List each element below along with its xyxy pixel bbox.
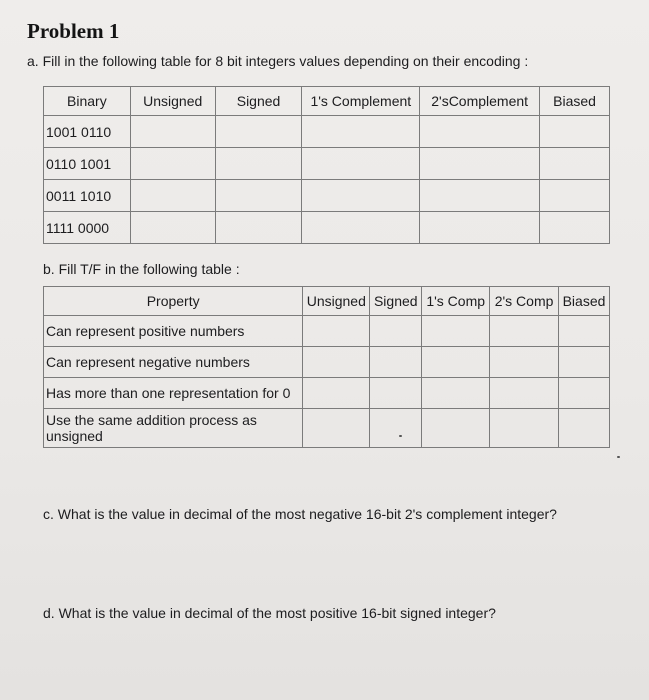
answer-cell[interactable] xyxy=(540,180,610,212)
problem-title: Problem 1 xyxy=(27,19,120,43)
answer-cell[interactable] xyxy=(420,116,540,148)
answer-cell[interactable] xyxy=(422,378,490,409)
col-binary: Binary xyxy=(44,87,131,116)
answer-cell[interactable] xyxy=(420,180,540,212)
table-row xyxy=(44,180,610,212)
col-twos-complement: 2'sComplement xyxy=(420,87,540,116)
table-row xyxy=(44,347,610,378)
answer-cell[interactable] xyxy=(370,347,422,378)
answer-cell[interactable] xyxy=(303,316,370,347)
answer-cell[interactable] xyxy=(303,347,370,378)
table-row xyxy=(44,148,610,180)
binary-value: 1111 0000 xyxy=(44,212,131,244)
answer-cell[interactable] xyxy=(420,148,540,180)
answer-cell[interactable] xyxy=(302,148,420,180)
table-row xyxy=(44,316,610,347)
answer-cell[interactable] xyxy=(540,116,610,148)
answer-cell[interactable] xyxy=(130,212,215,244)
encoding-table-header xyxy=(44,87,610,116)
col-twos-comp: 2's Comp xyxy=(490,287,559,316)
answer-cell[interactable] xyxy=(303,378,370,409)
answer-cell[interactable] xyxy=(370,316,422,347)
binary-value: 0110 1001 xyxy=(44,148,131,180)
part-b-prompt: b. Fill T/F in the following table : xyxy=(43,261,240,277)
answer-cell[interactable] xyxy=(215,212,302,244)
answer-cell[interactable] xyxy=(422,409,490,448)
answer-cell[interactable] xyxy=(490,316,559,347)
col-biased: Biased xyxy=(540,87,610,116)
property-label: Can represent positive numbers xyxy=(44,316,303,347)
part-a-prompt: a. Fill in the following table for 8 bit integers values depending on their encoding : xyxy=(27,53,529,69)
answer-cell[interactable] xyxy=(422,316,490,347)
answer-cell[interactable] xyxy=(303,409,370,448)
answer-cell[interactable] xyxy=(559,347,610,378)
table-row xyxy=(44,378,610,409)
answer-cell[interactable] xyxy=(540,148,610,180)
answer-cell[interactable] xyxy=(559,378,610,409)
col-unsigned: Unsigned xyxy=(303,287,370,316)
col-signed: Signed xyxy=(215,87,302,116)
answer-cell[interactable] xyxy=(540,212,610,244)
col-signed: Signed xyxy=(370,287,422,316)
pen-mark xyxy=(399,435,402,437)
encoding-table xyxy=(43,86,610,244)
part-d-question: d. What is the value in decimal of the most positive 16-bit signed integer? xyxy=(43,605,496,621)
answer-cell[interactable] xyxy=(302,180,420,212)
pen-mark xyxy=(617,456,620,458)
answer-cell[interactable] xyxy=(422,347,490,378)
col-ones-complement: 1's Complement xyxy=(302,87,420,116)
col-biased: Biased xyxy=(559,287,610,316)
answer-cell[interactable] xyxy=(370,409,422,448)
table-row xyxy=(44,212,610,244)
answer-cell[interactable] xyxy=(215,148,302,180)
property-label: Has more than one representation for 0 xyxy=(44,378,303,409)
answer-cell[interactable] xyxy=(215,180,302,212)
answer-cell[interactable] xyxy=(559,316,610,347)
col-ones-comp: 1's Comp xyxy=(422,287,490,316)
binary-value: 1001 0110 xyxy=(44,116,131,148)
answer-cell[interactable] xyxy=(490,378,559,409)
answer-cell[interactable] xyxy=(370,378,422,409)
truth-table xyxy=(43,286,610,448)
answer-cell[interactable] xyxy=(215,116,302,148)
answer-cell[interactable] xyxy=(302,212,420,244)
table-row xyxy=(44,116,610,148)
part-c-question: c. What is the value in decimal of the most negative 16-bit 2's complement integer? xyxy=(43,506,557,522)
answer-cell[interactable] xyxy=(130,148,215,180)
answer-cell[interactable] xyxy=(420,212,540,244)
answer-cell[interactable] xyxy=(490,409,559,448)
truth-table-header xyxy=(44,287,610,316)
answer-cell[interactable] xyxy=(130,116,215,148)
col-unsigned: Unsigned xyxy=(130,87,215,116)
property-label: Use the same addition process as unsigned xyxy=(44,409,303,448)
col-property: Property xyxy=(44,287,303,316)
table-row xyxy=(44,409,610,448)
property-label: Can represent negative numbers xyxy=(44,347,303,378)
answer-cell[interactable] xyxy=(302,116,420,148)
binary-value: 0011 1010 xyxy=(44,180,131,212)
answer-cell[interactable] xyxy=(559,409,610,448)
answer-cell[interactable] xyxy=(490,347,559,378)
answer-cell[interactable] xyxy=(130,180,215,212)
